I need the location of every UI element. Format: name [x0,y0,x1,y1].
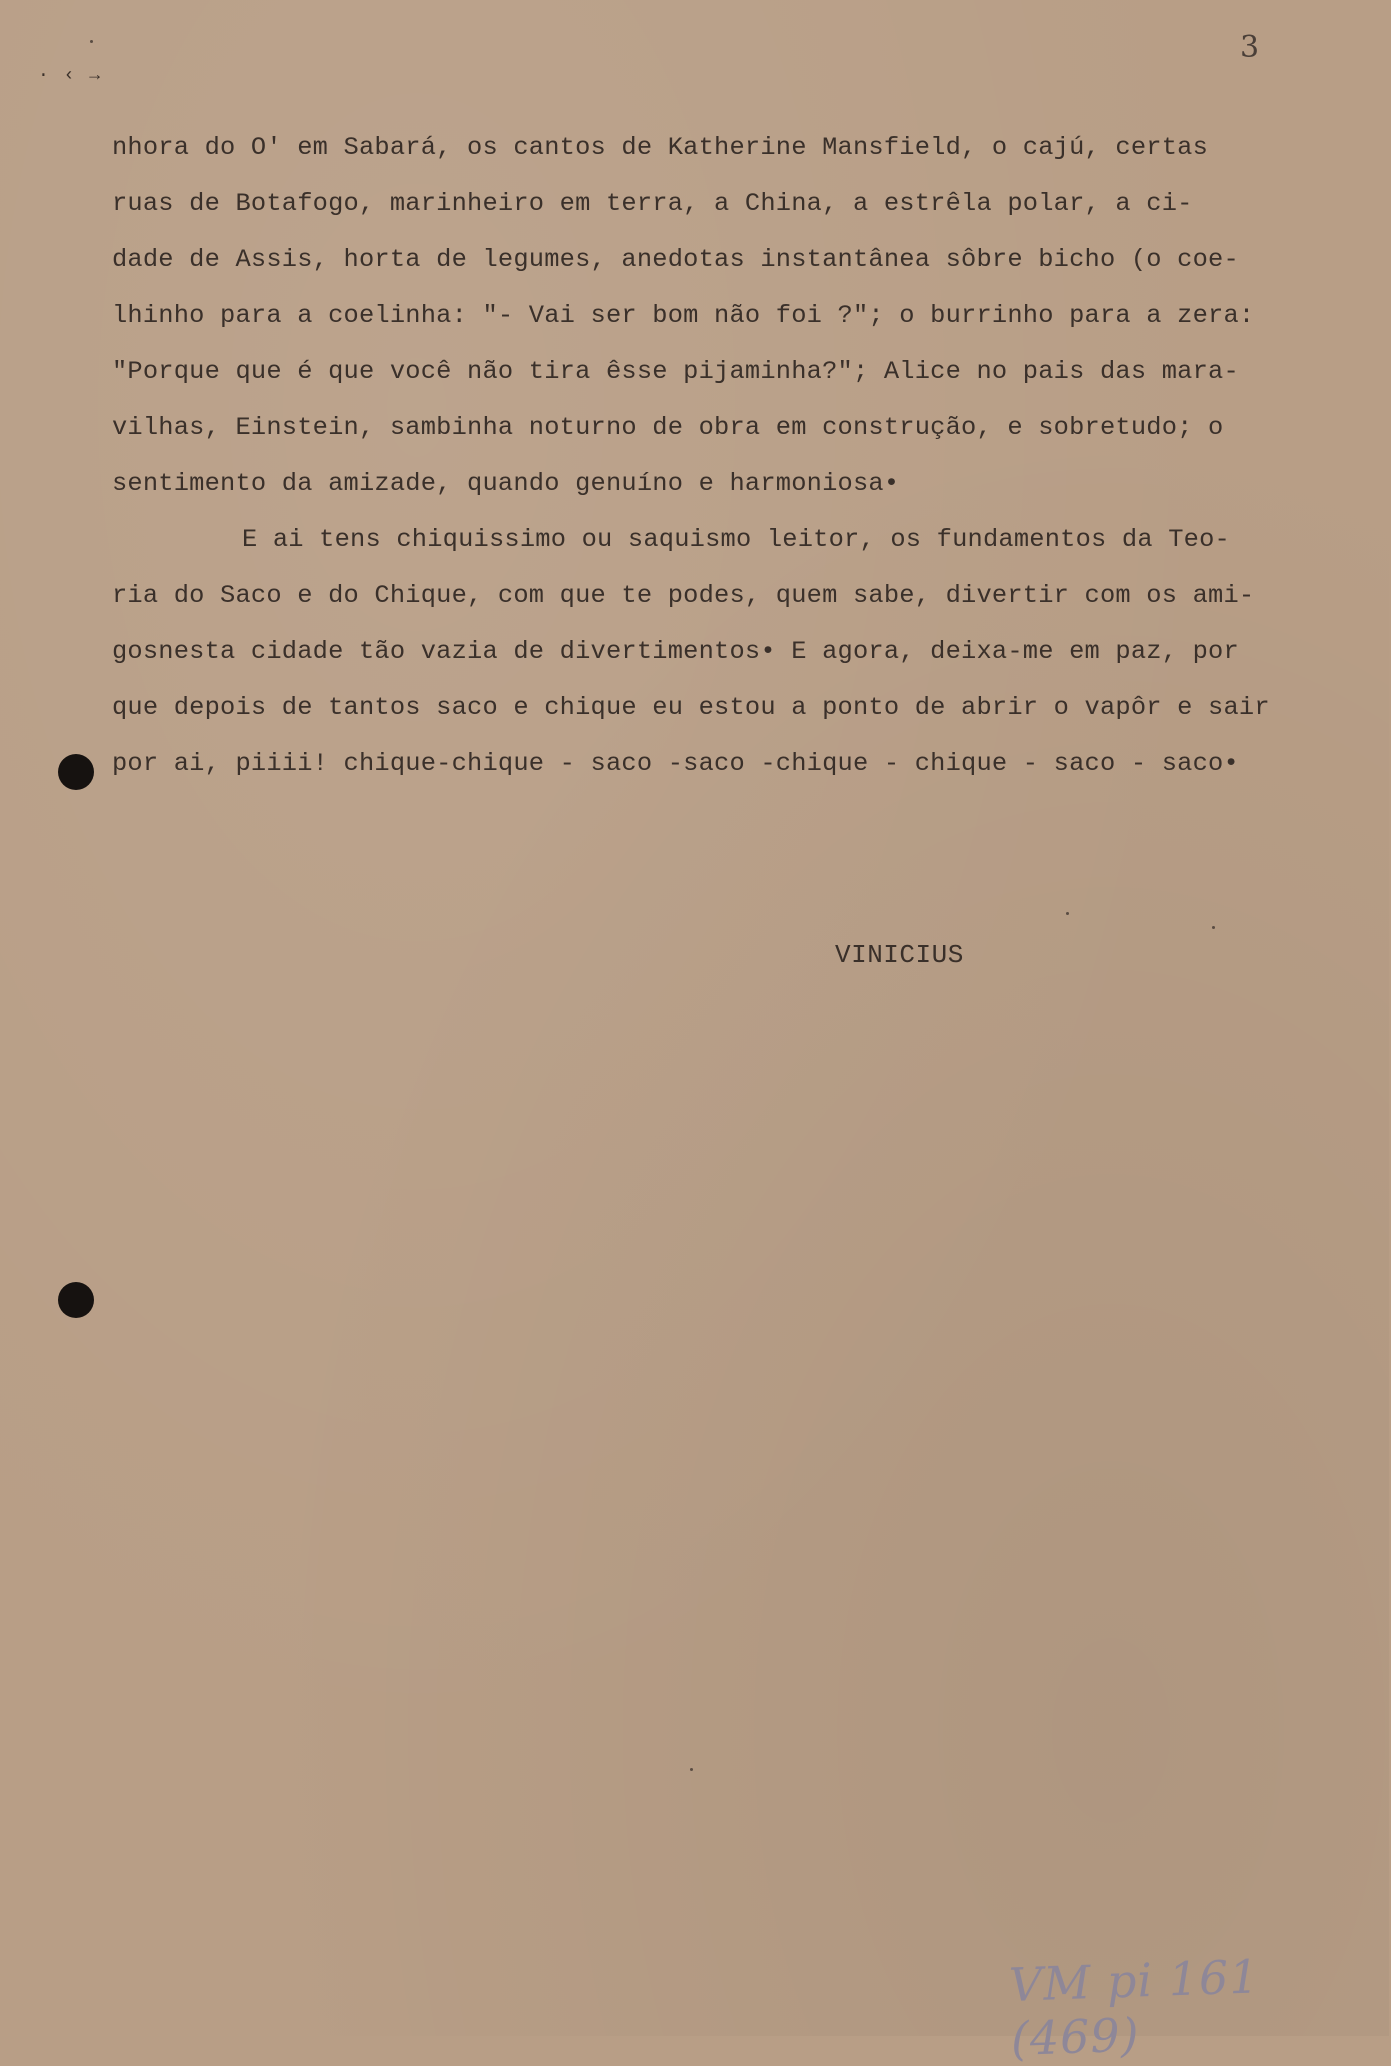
text-line: nhora do O' em Sabará, os cantos de Katherine Mansfield, o cajú, certas [112,133,1209,162]
paper-speck [1212,926,1215,929]
text-line: ria do Saco e do Chique, com que te podes, quem sabe, divertir com os ami- [112,581,1255,610]
paper-speck [90,40,93,43]
signature: VINICIUS [835,940,964,970]
text-line: E ai tens chiquissimo ou saquismo leitor, os fundamentos da Teo- [242,525,1230,554]
text-line: vilhas, Einstein, sambinha noturno de obra em construção, e sobretudo; o [112,413,1224,442]
text-line: por ai, piiii! chique-chique - saco -saco -chique - chique - saco - saco• [112,749,1239,778]
page-number: 3 [1240,30,1260,65]
punch-hole [58,1282,94,1318]
text-line: ruas de Botafogo, marinheiro em terra, a China, a estrêla polar, a ci- [112,189,1193,218]
corner-mark: · ‹ → [38,66,103,86]
text-line: dade de Assis, horta de legumes, anedotas instantânea sôbre bicho (o coe- [112,245,1239,274]
paper-speck [690,1768,693,1771]
paper-speck [1066,912,1069,915]
punch-hole [58,754,94,790]
archive-note: VM pi 161 (469) [1008,1949,1261,2066]
text-line: lhinho para a coelinha: "- Vai ser bom não foi ?"; o burrinho para a zera: [112,301,1255,330]
text-line: gosnesta cidade tão vazia de divertimentos• E agora, deixa-me em paz, por [112,637,1239,666]
text-line: sentimento da amizade, quando genuíno e harmoniosa• [112,469,900,498]
text-line: que depois de tantos saco e chique eu estou a ponto de abrir o vapôr e sair [112,693,1270,722]
typewritten-text [112,120,1362,792]
text-line: "Porque que é que você não tira êsse pijaminha?"; Alice no pais das mara- [112,357,1239,386]
